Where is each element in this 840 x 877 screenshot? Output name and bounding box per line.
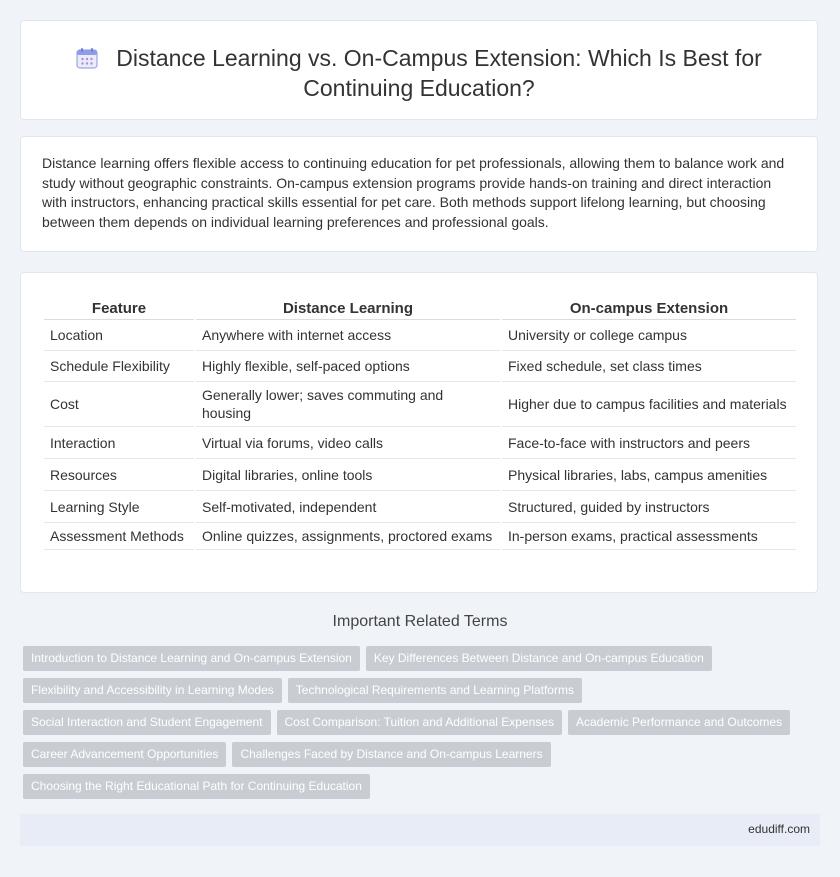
table-row — [44, 427, 796, 459]
intro-paragraph: Distance learning offers flexible access to continuing education for pet professionals, allowing them to balance work and study without geographic constraints. On-campus extension programs provide hands-on training and direct interaction with instructors, enhancing practical skills essential for pet care. Both methods support lifelong learning, but choosing between them depends on individual learning preferences and professional goals. — [42, 155, 785, 230]
related-term-tag[interactable]: Choosing the Right Educational Path for Continuing Education — [23, 774, 370, 799]
row-feature: Schedule Flexibility — [44, 351, 194, 382]
title-line-2: Continuing Education? — [303, 75, 535, 101]
row-feature: Location — [44, 320, 194, 351]
related-terms-list — [23, 646, 813, 806]
header-distance-learning: Distance Learning — [196, 295, 500, 320]
row-distance: Self-motivated, independent — [196, 491, 500, 523]
related-term-tag[interactable]: Cost Comparison: Tuition and Additional Expenses — [277, 710, 563, 735]
row-distance: Online quizzes, assignments, proctored exams — [196, 523, 500, 550]
related-terms-heading: Important Related Terms — [332, 613, 508, 630]
row-distance: Generally lower; saves commuting and housing — [196, 382, 500, 427]
row-campus: University or college campus — [502, 320, 796, 351]
table-row — [44, 382, 796, 427]
row-campus: Structured, guided by instructors — [502, 491, 796, 523]
title-line-1: Distance Learning vs. On-Campus Extension: Which Is Best for — [116, 45, 762, 71]
row-campus: Higher due to campus facilities and materials — [502, 382, 796, 427]
header-feature: Feature — [44, 295, 194, 320]
footer-site-link[interactable]: edudiff.com — [748, 822, 810, 836]
row-feature: Cost — [44, 382, 194, 427]
table-row — [44, 320, 796, 351]
comparison-table — [42, 295, 798, 550]
table-row — [44, 459, 796, 491]
related-term-tag[interactable]: Technological Requirements and Learning Platforms — [288, 678, 582, 703]
intro-card — [20, 136, 818, 252]
row-distance: Highly flexible, self-paced options — [196, 351, 500, 382]
title-card — [20, 20, 818, 120]
page-title — [21, 43, 817, 103]
row-distance: Virtual via forums, video calls — [196, 427, 500, 459]
row-feature: Learning Style — [44, 491, 194, 523]
related-term-tag[interactable]: Introduction to Distance Learning and On-campus Extension — [23, 646, 360, 671]
related-term-tag[interactable]: Academic Performance and Outcomes — [568, 710, 790, 735]
footer — [20, 814, 820, 846]
row-distance: Anywhere with internet access — [196, 320, 500, 351]
header-on-campus-extension: On-campus Extension — [502, 295, 796, 320]
row-distance: Digital libraries, online tools — [196, 459, 500, 491]
row-campus: Face-to-face with instructors and peers — [502, 427, 796, 459]
table-header-row — [44, 295, 796, 320]
related-term-tag[interactable]: Career Advancement Opportunities — [23, 742, 226, 767]
calendar-icon — [76, 47, 98, 69]
related-term-tag[interactable]: Flexibility and Accessibility in Learning Modes — [23, 678, 282, 703]
table-row — [44, 491, 796, 523]
comparison-card — [20, 272, 818, 593]
related-term-tag[interactable]: Key Differences Between Distance and On-campus Education — [366, 646, 712, 671]
row-feature: Resources — [44, 459, 194, 491]
related-term-tag[interactable]: Challenges Faced by Distance and On-campus Learners — [232, 742, 550, 767]
row-feature: Interaction — [44, 427, 194, 459]
table-row — [44, 351, 796, 382]
row-campus: In-person exams, practical assessments — [502, 523, 796, 550]
related-term-tag[interactable]: Social Interaction and Student Engagement — [23, 710, 271, 735]
table-row — [44, 523, 796, 550]
row-campus: Fixed schedule, set class times — [502, 351, 796, 382]
row-campus: Physical libraries, labs, campus amenities — [502, 459, 796, 491]
row-feature: Assessment Methods — [44, 523, 194, 550]
